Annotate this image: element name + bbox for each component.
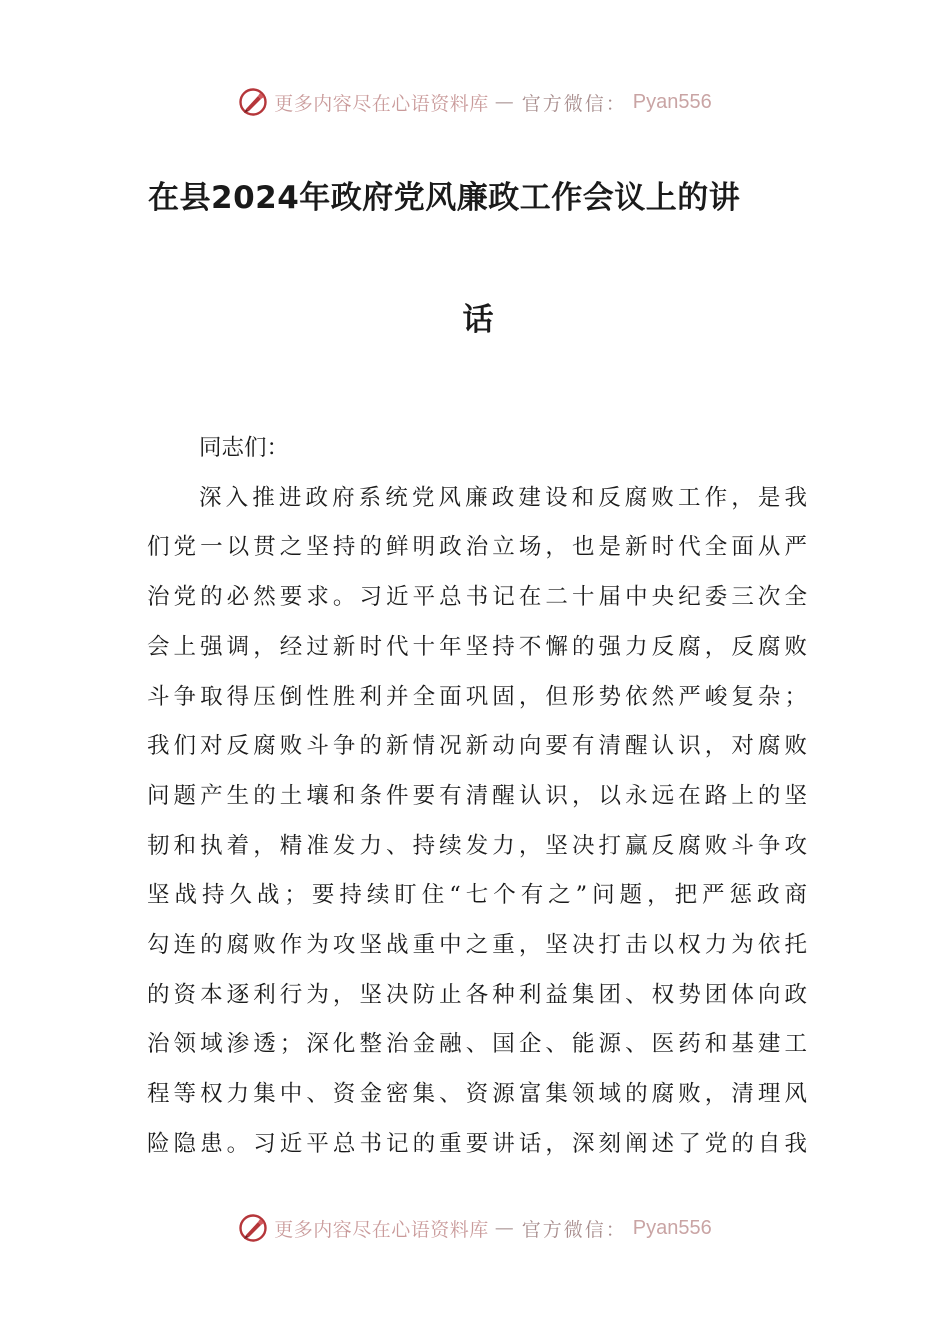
separator: — [494,91,516,113]
paragraph-line: 问题产生的土壤和条件要有清醒认识，以永远在路上的坚 [147,782,807,809]
document-body [147,424,807,1170]
paragraph-line: 的资本逐利行为，坚决防止各种利益集团、权势团体向政 [147,981,807,1008]
paragraph-line: 们党一以贯之坚持的鲜明政治立场，也是新时代全面从严 [147,534,807,561]
wechat-id: Pyan556 [632,1216,712,1239]
paragraph-line: 坚战持久战；要持续盯住“七个有之”问题，把严惩政商 [147,882,807,909]
wechat-label: 官方微信： [521,1218,627,1241]
document-title-line1: 在县2024年政府党风廉政工作会议上的讲 [148,180,741,216]
paragraph-line: 治领域渗透；深化整治金融、国企、能源、医药和基建工 [147,1031,807,1058]
paragraph-line: 我们对反腐败斗争的新情况新动向要有清醒认识，对腐败 [147,733,807,760]
salutation: 同志们： [199,435,290,461]
paragraph-line: 深入推进政府系统党风廉政建设和反腐败工作，是我 [199,484,807,511]
paragraph [147,474,807,1170]
paragraph-line: 斗争取得压倒性胜利并全面巩固，但形势依然严峻复杂； [147,683,807,710]
separator: — [494,1217,516,1239]
paragraph-line: 险隐患。习近平总书记的重要讲话，深刻阐述了党的自我 [147,1130,807,1157]
promo-text: 更多内容尽在心语资料库 [274,1218,489,1241]
paragraph-line: 治党的必然要求。习近平总书记在二十届中央纪委三次全 [147,584,807,611]
paragraph-line: 韧和执着，精准发力、持续发力，坚决打赢反腐败斗争攻 [147,832,807,859]
document-title-line2: 话 [462,302,494,338]
wechat-id: Pyan556 [632,90,712,113]
footer-banner [0,1208,950,1248]
paragraph-line: 勾连的腐败作为攻坚战重中之重，坚决打击以权力为依托 [147,932,807,959]
header-banner [0,82,950,122]
wechat-label: 官方微信： [521,92,627,115]
pen-logo-icon [238,1213,268,1243]
pen-logo-icon [238,87,268,117]
promo-text: 更多内容尽在心语资料库 [274,92,489,115]
paragraph-line: 程等权力集中、资金密集、资源富集领域的腐败，清理风 [147,1081,807,1108]
paragraph-line: 会上强调，经过新时代十年坚持不懈的强力反腐，反腐败 [147,633,807,660]
